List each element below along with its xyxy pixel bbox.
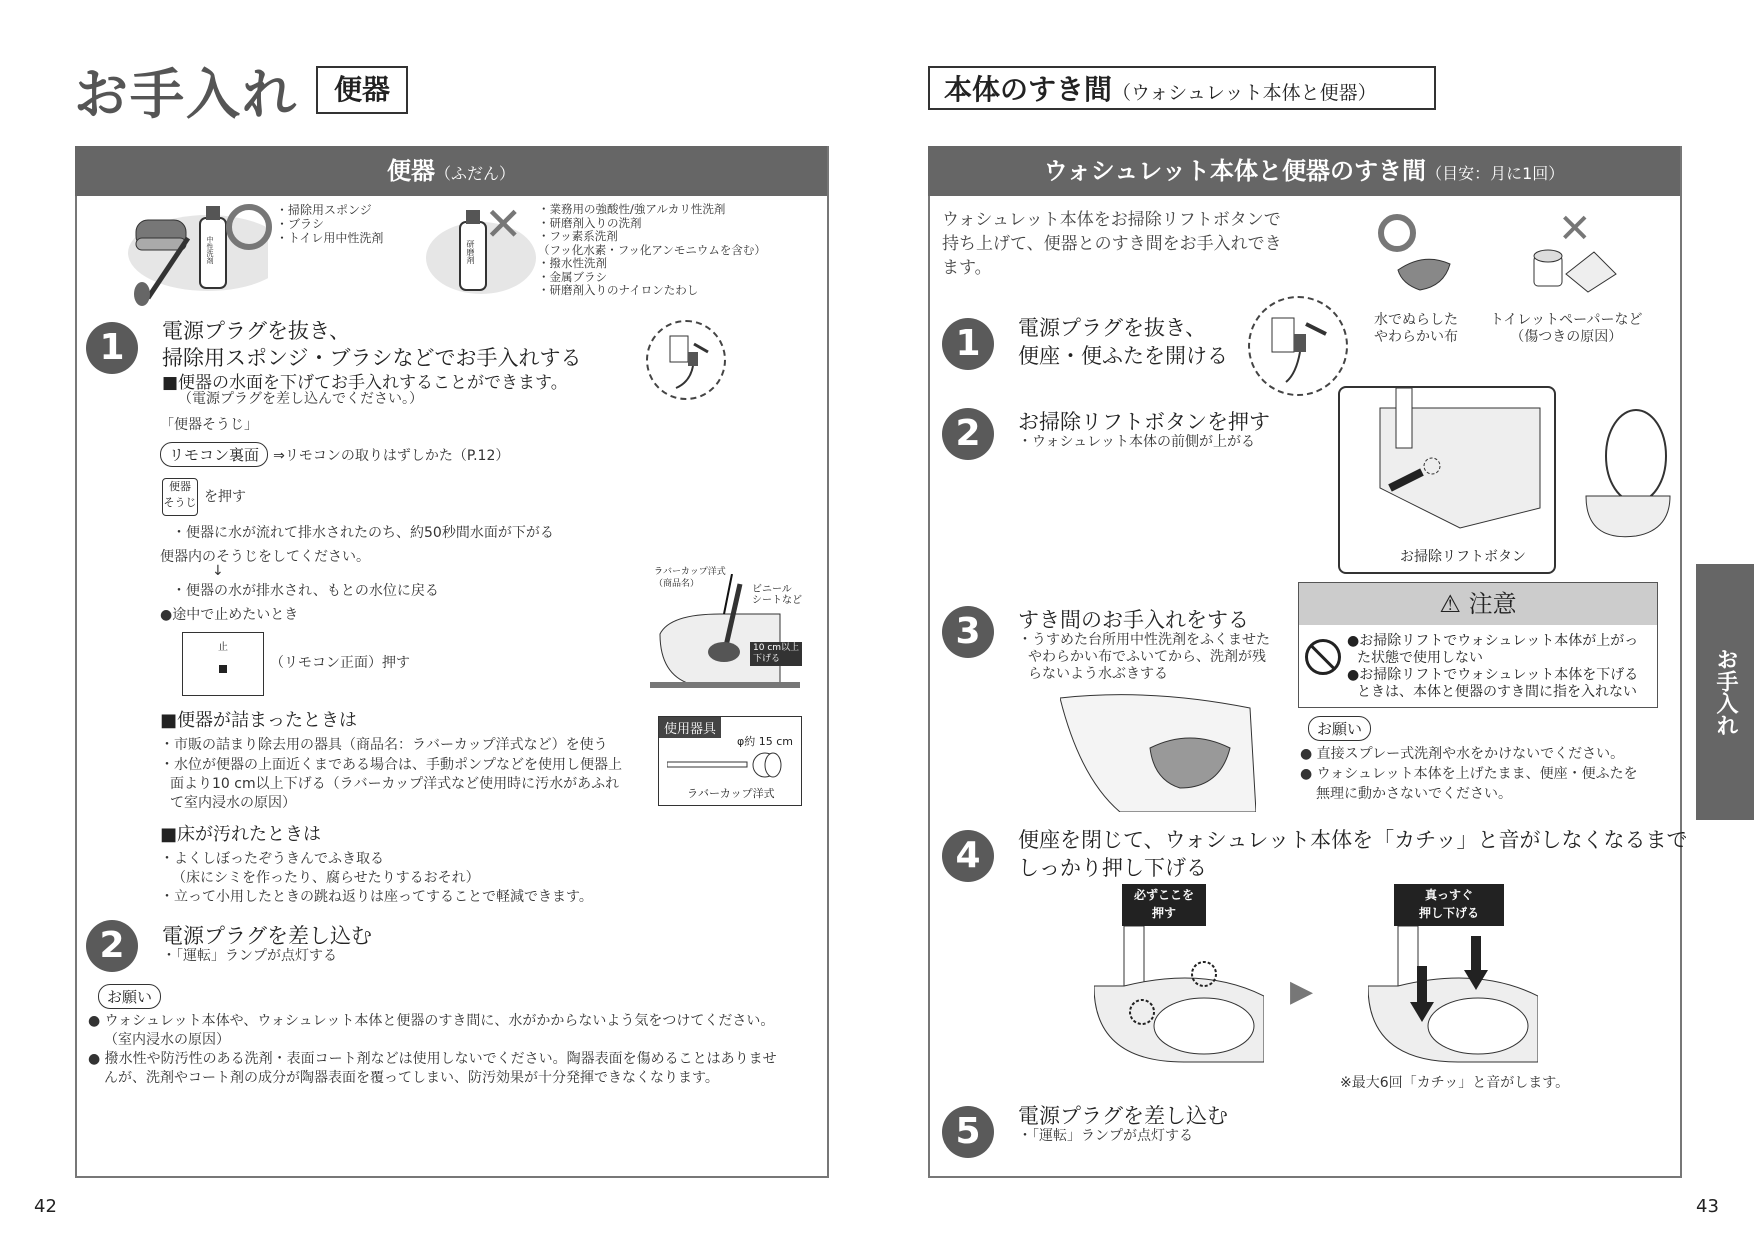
floor-2: （床にシミを作ったり、腐らせたりするおそれ）	[172, 870, 480, 886]
ok-item: ・トイレ用中性洗剤	[276, 231, 384, 245]
ng-item: ・金属ブラシ	[538, 269, 607, 284]
ok-item: ・ブラシ	[276, 217, 325, 231]
lift-label: お掃除リフトボタン	[1400, 546, 1526, 566]
step-number-2: 2	[86, 920, 138, 972]
remocon-ura-pill: リモコン裏面	[160, 442, 268, 467]
step3-sub-2: やわらかい布でふいてから、洗剤が残	[1028, 649, 1266, 665]
push-label-2	[1394, 884, 1504, 926]
push-1b: 押す	[1151, 906, 1176, 920]
ng-list	[538, 203, 766, 298]
max-click-note: ※最大6回「カチッ」と音がします。	[1340, 1075, 1570, 1091]
clog-2	[160, 756, 622, 813]
step3-sub-3: らないよう水ぶきする	[1028, 666, 1168, 682]
flow-arrow: ↓	[212, 563, 224, 579]
prohibited-icon	[1305, 639, 1341, 675]
intro-2: 持ち上げて、便器とのすき間をお手入れでき	[942, 234, 1282, 254]
ten-cm-label-2: 下げる	[753, 654, 781, 664]
btn-label-1: 便器	[169, 480, 191, 493]
ng-cross-icon-right: ✕	[1558, 206, 1592, 252]
step2-sub-right: ・ウォシュレット本体の前側が上がる	[1018, 434, 1256, 450]
step1-line2: 掃除用スポンジ・ブラシなどでお手入れする	[162, 346, 582, 370]
caution-2a: ●お掃除リフトでウォシュレット本体を下げる	[1347, 667, 1639, 683]
step2-title-right: お掃除リフトボタンを押す	[1018, 410, 1270, 434]
left-panel-header	[75, 146, 827, 196]
step5-sub: ・「運転」ランプが点灯する	[1018, 1128, 1193, 1144]
vinyl-caption	[752, 584, 802, 606]
section-tag-benki: 便器	[316, 66, 408, 114]
ng-item: ・研磨剤入りの洗剤	[538, 215, 642, 230]
wet-cloth-illustration	[1394, 244, 1454, 294]
push-1a: 必ずここを	[1133, 888, 1194, 902]
req-r-2a: ● ウォシュレット本体を上げたまま、便座・便ふたを	[1300, 766, 1638, 782]
request-list-left	[88, 1012, 777, 1088]
step1-note: （電源プラグを差し込んでください。）	[178, 391, 423, 407]
plunger-caption	[654, 566, 726, 590]
step-number-4-right: 4	[942, 830, 994, 882]
lift-button-illustration	[1338, 386, 1556, 574]
caution-1a: ●お掃除リフトでウォシュレット本体が上がっ	[1347, 633, 1639, 649]
step-number-1-right: 1	[942, 318, 994, 370]
right-title: 本体のすき間	[944, 73, 1113, 106]
clog-1: ・市販の詰まり除去用の器具（商品名：ラバーカップ洋式など）を使う	[160, 737, 608, 753]
req-2b: んが、洗剤やコート剤の成分が陶器表面を覆ってしまい、防汚効果が十分発揮できなくなります。	[104, 1070, 719, 1086]
req-2a: ● 撥水性や防汚性のある洗剤・表面コート剤などは使用しないでください。陶器表面を傷めることはありませ	[88, 1051, 777, 1067]
tool-size: φ約 15 cm	[736, 735, 793, 748]
step3-sub	[1018, 632, 1270, 683]
step4-line1: 便座を閉じて、ウォシュレット本体を「カチッ」と音がしなくなるまで	[1018, 828, 1688, 852]
page-number-left: 42	[34, 1196, 57, 1217]
clog-2c: て室内浸水の原因）	[170, 795, 296, 811]
req-1b: （室内浸水の原因）	[104, 1032, 230, 1048]
req-r-1: ● 直接スプレー式洗剤や水をかけないでください。	[1300, 746, 1625, 762]
step-number-1: 1	[86, 322, 138, 374]
intro-3: ます。	[942, 258, 992, 278]
vinyl-label: ビニール	[752, 584, 792, 595]
benki-souji-label: 「便器そうじ」	[160, 417, 258, 433]
stop-square-icon	[219, 665, 227, 673]
stop-text: （リモコン正面）押す	[270, 655, 410, 671]
stop-btn-label: 止	[218, 642, 228, 653]
onegai-badge-left	[98, 984, 161, 1009]
caution-2b: ときは、本体と便器のすき間に指を入れない	[1357, 684, 1637, 700]
step2-title: 電源プラグを差し込む	[162, 924, 372, 948]
onegai-label-right: お願い	[1308, 716, 1371, 741]
btn-label-2: そうじ	[163, 496, 197, 509]
step1-heading	[162, 318, 581, 372]
step3-title: すき間のお手入れをする	[1018, 608, 1249, 632]
ng-cap-2: （傷つきの原因）	[1510, 329, 1623, 345]
onegai-label: お願い	[98, 984, 161, 1009]
step5-title: 電源プラグを差し込む	[1018, 1104, 1228, 1128]
ten-cm-label: 10 cm以上	[753, 643, 800, 653]
tool-name: ラバーカップ洋式	[687, 787, 775, 800]
vinyl-label-2: シートなど	[752, 595, 802, 606]
right-title-sub: （ウォシュレット本体と便器）	[1112, 82, 1377, 104]
tool-title: 使用器具	[659, 717, 721, 738]
ok-circle-icon	[226, 204, 272, 250]
right-panel-title: ウォシュレット本体と便器のすき間	[1043, 157, 1427, 185]
step-number-2-right: 2	[942, 408, 994, 460]
ng-item: （フッ化水素・フッ化アンモニウムを含む）	[538, 242, 766, 257]
remocon-ura-row	[160, 442, 509, 467]
step1-line1: 電源プラグを抜き、	[162, 319, 351, 343]
step1-heading-right	[1018, 314, 1228, 370]
ng-item: ・撥水性洗剤	[538, 256, 607, 270]
bottle-label-ng: 研磨剤	[466, 240, 475, 264]
wiping-illustration	[1060, 688, 1256, 812]
intro-1: ウォシュレット本体をお掃除リフトボタンで	[942, 210, 1281, 230]
ng-item: ・業務用の強酸性/強アルカリ性洗剤	[538, 202, 726, 216]
toilet-side-illustration	[1576, 406, 1676, 546]
push-2a: 真っすぐ	[1424, 888, 1473, 902]
intro-text	[942, 208, 1282, 280]
request-list-right	[1300, 744, 1638, 804]
ok-item: ・掃除用スポンジ	[276, 203, 372, 217]
floor-title: ■床が汚れたときは	[160, 824, 322, 845]
step2-sub: ・「運転」ランプが点灯する	[162, 948, 337, 964]
clog-2b: 面より10 cm以上下げる（ラバーカップ洋式など使用時に汚水があふれ	[170, 776, 620, 792]
page-title-left: お手入れ	[74, 63, 298, 126]
stop-button-illustration	[182, 632, 264, 696]
page-title-right	[928, 66, 1436, 110]
unplug-illustration-right	[1248, 296, 1348, 396]
benki-souji-button	[162, 478, 198, 516]
step4-heading	[1018, 826, 1687, 882]
ok-list	[276, 203, 383, 245]
plunger-label: ラバーカップ洋式	[654, 567, 726, 577]
toilet-paper-illustration	[1528, 244, 1618, 294]
ok-cap-2: やわらかい布	[1374, 329, 1458, 345]
step1-r-line2: 便座・便ふたを開ける	[1018, 344, 1228, 368]
flow-2: 便器内のそうじをしてください。	[160, 549, 370, 565]
panel-title: 便器	[386, 157, 435, 185]
step1-sub: ■便器の水面を下げてお手入れすることができます。	[162, 373, 568, 393]
clog-2a: ・水位が便器の上面近くまである場合は、手動ポンプなどを使用し便器上	[160, 757, 622, 773]
push-2b: 押し下げる	[1418, 906, 1479, 920]
ten-cm-badge	[750, 642, 802, 666]
flow-3: ・便器の水が排水され、もとの水位に戻る	[172, 583, 439, 599]
flow-1: ・便器に水が流れて排水されたのち、約50秒間水面が下がる	[172, 525, 554, 541]
press-text: を押す	[204, 489, 246, 505]
step4-line2: しっかり押し下げる	[1018, 856, 1207, 880]
bottle-label-ok: 中性洗剤	[206, 236, 214, 264]
clog-title: ■便器が詰まったときは	[160, 710, 358, 731]
page-number-right: 43	[1696, 1196, 1719, 1217]
next-arrow-icon: ▶	[1290, 974, 1314, 1009]
ok-cap-1: 水でぬらした	[1374, 312, 1458, 328]
caution-box	[1298, 582, 1658, 708]
floor-3: ・立って小用したときの跳ね返りは座ってすることで軽減できます。	[160, 889, 593, 905]
ng-cap-1: トイレットペーパーなど	[1490, 312, 1643, 328]
step1-r-line1: 電源プラグを抜き、	[1018, 316, 1207, 340]
ng-cross-icon: ✕	[484, 197, 523, 251]
req-1a: ● ウォシュレット本体や、ウォシュレット本体と便器のすき間に、水がかからないよう気をつけてください。	[88, 1013, 775, 1029]
step-number-5-right: 5	[942, 1106, 994, 1158]
right-panel-header	[928, 146, 1680, 196]
plunger-label-sub: （商品名）	[654, 579, 700, 589]
floor-1: ・よくしぼったぞうきんでふき取る	[160, 851, 384, 867]
stop-title: ●途中で止めたいとき	[160, 607, 299, 623]
req-r-2b: 無理に動かさないでください。	[1316, 786, 1512, 802]
ok-caption-right	[1374, 312, 1458, 346]
caution-title: ⚠ 注意	[1299, 583, 1657, 625]
right-panel-title-sub: （目安：月に1回）	[1426, 164, 1565, 183]
push-label-1	[1122, 884, 1206, 926]
side-tab-otemire: お手入れ	[1696, 564, 1754, 820]
remocon-ref: ⇒リモコンの取りはずしかた（P.12）	[273, 448, 510, 464]
onegai-badge-right	[1308, 716, 1371, 741]
tool-box	[658, 716, 802, 806]
panel-title-sub: （ふだん）	[434, 164, 515, 183]
step3-sub-1: ・うすめた台所用中性洗剤をふくませた	[1018, 632, 1270, 648]
caution-1b: た状態で使用しない	[1357, 650, 1483, 666]
ng-caption-right	[1490, 312, 1642, 346]
ng-item: ・フッ素系洗剤	[538, 229, 618, 243]
ng-item: ・研磨剤入りのナイロンたわし	[538, 283, 699, 297]
unplug-illustration	[646, 320, 726, 400]
caution-list	[1347, 633, 1638, 701]
step-number-3-right: 3	[942, 606, 994, 658]
